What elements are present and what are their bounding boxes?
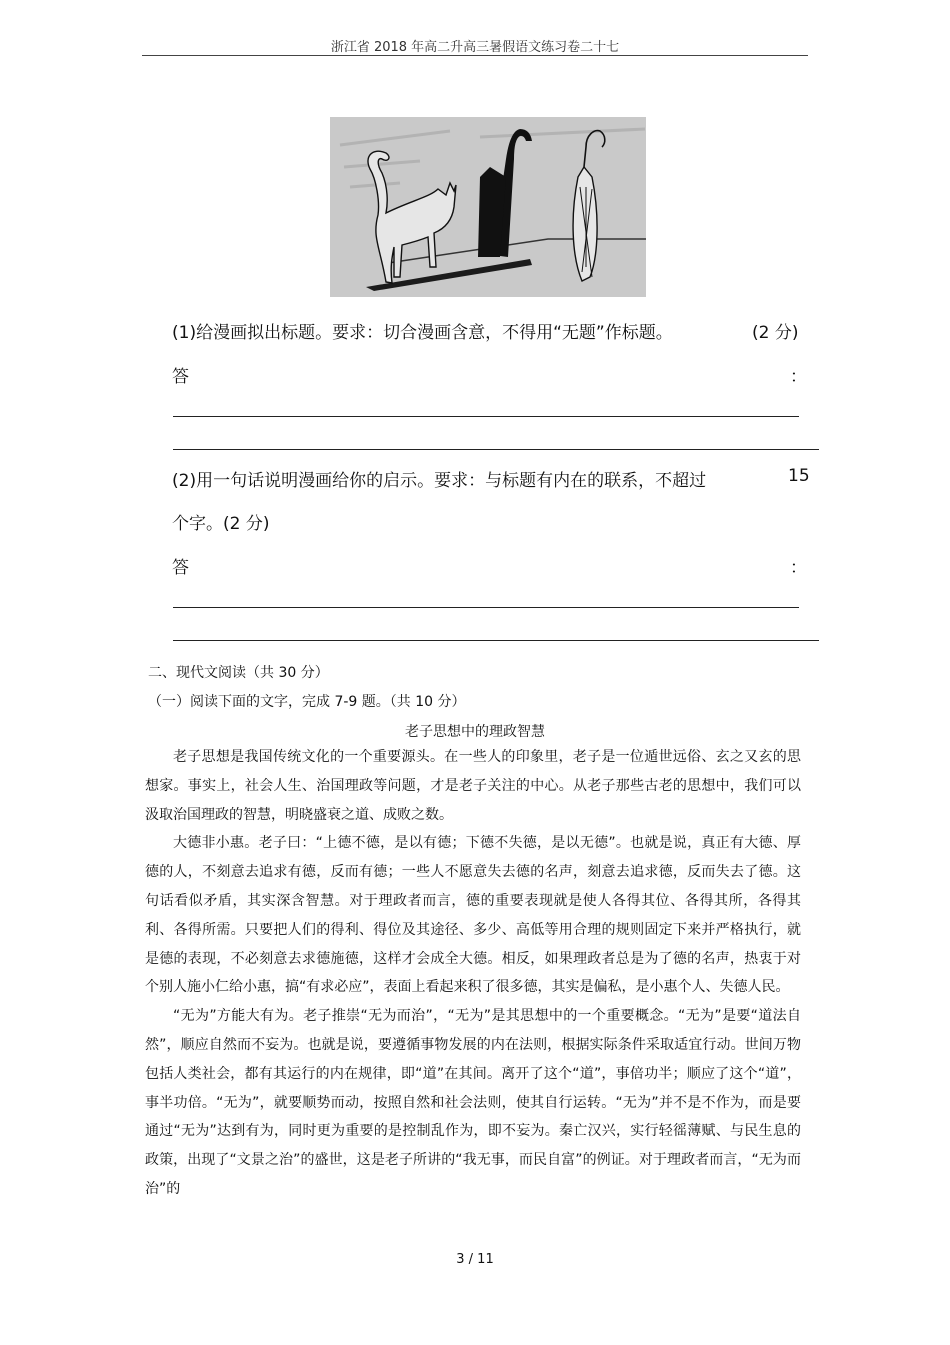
answer-colon-2: ： — [790, 558, 807, 578]
answer-line[interactable] — [173, 449, 819, 450]
answer-colon-1: ： — [790, 367, 807, 387]
section-heading: 二、现代文阅读（共 30 分） — [148, 665, 329, 681]
article-paragraph: 老子思想是我国传统文化的一个重要源头。在一些人的印象里，老子是一位遁世远俗、玄之又玄的思想家。事实上，社会人生、治国理政等问题，才是老子关注的中心。从老子那些古老的思想中，我们可以汲取治国理政的智慧，明晓盛衰之道、成败之数。 — [145, 749, 801, 823]
header-divider — [142, 55, 808, 56]
question-2-continued: 个字。(2 分) — [172, 514, 270, 534]
page-header: 浙江省 2018 年高二升高三暑假语文练习卷二十七 — [330, 40, 620, 55]
question-2-limit: 15 — [788, 466, 810, 486]
answer-line[interactable] — [173, 416, 799, 417]
article-body — [145, 743, 801, 1204]
answer-line[interactable] — [173, 640, 819, 641]
page-number: 3 / 11 — [456, 1252, 494, 1267]
article-paragraph: “无为”方能大有为。老子推崇“无为而治”，“无为”是其思想中的一个重要概念。“无为”是要“道法自然”，顺应自然而不妄为。也就是说，要遵循事物发展的内在法则，根据实际条件采取适宜行动。世间万物包括人类社会，都有其运行的内在规律，即“道”在其间。离开了这个“道”，事倍功半；顺应了这个“道”，事半功倍。“无为”，就要顺势而动，按照自然和社会法则，使其自行运转。“无为”并不是不作为，而是要通过“无为”达到有为，同时更为重要的是控制乱作为，即不妄为。秦亡汉兴，实行轻徭薄赋、与民生息的政策，出现了“文景之治”的盛世，这是老子所讲的“我无事，而民自富”的例证。对于理政者而言，“无为而治”的 — [145, 1008, 801, 1197]
article-title: 老子思想中的理政智慧 — [405, 724, 545, 740]
question-1-score: (2 分) — [752, 323, 799, 343]
answer-label-2: 答 — [172, 558, 189, 578]
article-paragraph: 大德非小惠。老子曰：“上德不德，是以有德；下德不失德，是以无德”。也就是说，真正有大德、厚德的人，不刻意去追求有德，反而有德；一些人不愿意失去德的名声，刻意去追求德，反而失去了德。这句话看似矛盾，其实深含智慧。对于理政者而言，德的重要表现就是使人各得其位、各得其所，各得其利、各得所需。只要把人们的得利、得位及其途径、多少、高低等用合理的规则固定下来并严格执行，就是德的表现，不必刻意去求德施德，这样才会成全大德。相反，如果理政者总是为了德的名声，热衷于对个别人施小仁给小惠，搞“有求必应”，表面上看起来积了很多德，其实是偏私，是小惠个人、失德人民。 — [145, 835, 801, 996]
answer-label-1: 答 — [172, 367, 189, 387]
question-1: (1)给漫画拟出标题。要求：切合漫画含意，不得用“无题”作标题。 — [172, 323, 673, 343]
answer-line[interactable] — [173, 607, 799, 608]
question-2: (2)用一句话说明漫画给你的启示。要求：与标题有内在的联系，不超过 — [172, 471, 707, 491]
cartoon-image — [330, 117, 646, 297]
subsection-heading: （一）阅读下面的文字，完成 7-9 题。（共 10 分） — [148, 694, 466, 710]
